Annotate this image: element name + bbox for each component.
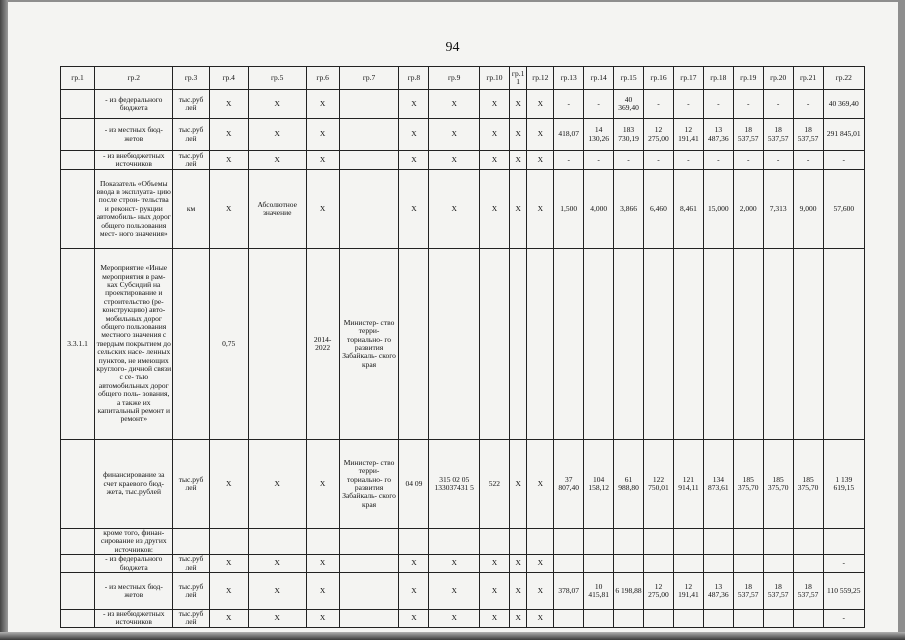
table-cell: - из федерального бюджета <box>95 90 173 119</box>
table-cell <box>823 249 864 440</box>
table-cell: Х <box>527 119 554 151</box>
table-cell <box>584 609 614 627</box>
table-cell: Х <box>509 90 527 119</box>
table-cell: 18 537,57 <box>733 119 763 151</box>
header-cell: гр.10 <box>479 67 509 90</box>
table-cell <box>673 529 703 555</box>
budget-table <box>60 66 865 628</box>
table-cell <box>61 529 95 555</box>
table-row <box>61 440 865 529</box>
table-cell: 61 988,80 <box>614 440 644 529</box>
table-cell: 122 750,01 <box>644 440 674 529</box>
table-cell <box>763 609 793 627</box>
table-cell: - <box>763 151 793 170</box>
table-cell: 1,500 <box>554 170 584 249</box>
table-cell: тыс.руб лей <box>173 151 209 170</box>
table-cell: Х <box>479 609 509 627</box>
table-cell: Х <box>509 609 527 627</box>
header-cell: гр.3 <box>173 67 209 90</box>
table-cell <box>763 249 793 440</box>
table-cell: - <box>733 90 763 119</box>
table-cell: Х <box>248 151 306 170</box>
table-cell <box>614 609 644 627</box>
table-cell: - <box>823 151 864 170</box>
table-cell: 13 487,36 <box>703 119 733 151</box>
table-cell: 18 537,57 <box>763 119 793 151</box>
table-cell: Показатель «Объемы ввода в эксплуата- цию после строи- тельства и реконст- рукции автомобиль- ных дорог общего пользования мест- ного значения» <box>95 170 173 249</box>
table-cell: Х <box>429 572 480 609</box>
table-cell <box>399 529 429 555</box>
header-cell: гр.8 <box>399 67 429 90</box>
table-cell <box>614 529 644 555</box>
table-cell: - <box>673 90 703 119</box>
table-cell: тыс.руб лей <box>173 572 209 609</box>
table-cell: 291 845,01 <box>823 119 864 151</box>
table-cell: 185 375,70 <box>793 440 823 529</box>
table-cell: - из местных бюд- жетов <box>95 572 173 609</box>
table-cell <box>339 555 399 573</box>
table-cell: - <box>584 151 614 170</box>
table-cell: 13 487,36 <box>703 572 733 609</box>
table-cell: Х <box>248 90 306 119</box>
header-cell: гр.12 <box>527 67 554 90</box>
table-cell: Х <box>209 555 248 573</box>
table-cell: Х <box>306 572 339 609</box>
table-row <box>61 555 865 573</box>
table-cell: Мероприятие «Иные мероприятия в рам- ках Субсидий на проектирование и строительство (ре- конструкцию) авто- мобильных дорог общего пользования местного значения с твердым покрытием до сельских насе- ленных пунктов, не имеющих круглого- дичной связи с се- тью автомобильных дорог общего поль- зования, а также их капитальный ремонт и ремонт» <box>95 249 173 440</box>
table-cell: 2,000 <box>733 170 763 249</box>
table-cell: 185 375,70 <box>733 440 763 529</box>
table-cell: Х <box>527 170 554 249</box>
table-cell <box>306 529 339 555</box>
table-cell: Х <box>306 119 339 151</box>
table-cell <box>61 555 95 573</box>
table-cell: - <box>763 90 793 119</box>
table-cell <box>703 555 733 573</box>
table-cell <box>763 529 793 555</box>
table-cell: Х <box>527 440 554 529</box>
table-cell: 1 139 619,15 <box>823 440 864 529</box>
table-cell: Х <box>527 609 554 627</box>
table-cell: Х <box>527 151 554 170</box>
table-cell <box>614 249 644 440</box>
table-cell: - <box>554 90 584 119</box>
table-cell: тыс.руб лей <box>173 119 209 151</box>
table-cell <box>823 529 864 555</box>
table-cell: - <box>644 151 674 170</box>
table-cell: 12 191,41 <box>673 572 703 609</box>
header-cell: гр.18 <box>703 67 733 90</box>
table-cell <box>61 151 95 170</box>
table-cell <box>584 555 614 573</box>
table-cell: Х <box>527 572 554 609</box>
table-cell <box>339 119 399 151</box>
table-cell: Х <box>479 90 509 119</box>
header-cell: гр.14 <box>584 67 614 90</box>
table-cell: Х <box>479 119 509 151</box>
table-cell <box>339 151 399 170</box>
table-cell: Х <box>429 119 480 151</box>
table-cell <box>703 609 733 627</box>
table-cell: тыс.руб лей <box>173 609 209 627</box>
table-cell <box>733 529 763 555</box>
table-cell: кроме того, финан- сирование из других источников: <box>95 529 173 555</box>
table-cell: - <box>823 555 864 573</box>
table-cell: тыс.руб лей <box>173 440 209 529</box>
table-cell: Х <box>509 555 527 573</box>
header-cell: гр.6 <box>306 67 339 90</box>
header-cell: гр.20 <box>763 67 793 90</box>
table-cell <box>673 249 703 440</box>
table-cell: Х <box>306 440 339 529</box>
table-row <box>61 572 865 609</box>
scan-edge-left <box>0 0 8 640</box>
table-cell <box>479 529 509 555</box>
table-cell: 110 559,25 <box>823 572 864 609</box>
table-cell <box>248 529 306 555</box>
table-cell: Х <box>509 440 527 529</box>
table-cell <box>703 529 733 555</box>
table-cell: Х <box>399 572 429 609</box>
table-cell: 14 130,26 <box>584 119 614 151</box>
table-cell: Х <box>209 572 248 609</box>
table-cell: 7,313 <box>763 170 793 249</box>
table-cell: 315 02 05 133037431 5 <box>429 440 480 529</box>
table-cell: - из федерального бюджета <box>95 555 173 573</box>
header-cell: гр.16 <box>644 67 674 90</box>
table-cell: 12 191,41 <box>673 119 703 151</box>
table-cell <box>644 609 674 627</box>
table-cell: 522 <box>479 440 509 529</box>
table-cell <box>793 555 823 573</box>
table-cell: Абсолютное значение <box>248 170 306 249</box>
table-cell <box>554 529 584 555</box>
table-cell <box>479 249 509 440</box>
table-cell <box>61 90 95 119</box>
table-row <box>61 90 865 119</box>
table-cell: Х <box>429 90 480 119</box>
table-cell: 04 09 <box>399 440 429 529</box>
table-cell: 12 275,00 <box>644 572 674 609</box>
table-cell: - <box>614 151 644 170</box>
table-cell <box>584 529 614 555</box>
table-cell: 6 198,88 <box>614 572 644 609</box>
header-cell: гр.22 <box>823 67 864 90</box>
table-cell: Х <box>399 555 429 573</box>
table-cell: 183 730,19 <box>614 119 644 151</box>
table-cell: Х <box>209 119 248 151</box>
table-cell: Х <box>209 609 248 627</box>
table-cell <box>527 529 554 555</box>
table-cell: - <box>733 151 763 170</box>
table-cell: 10 415,81 <box>584 572 614 609</box>
table-cell: - <box>673 151 703 170</box>
table-cell: 15,000 <box>703 170 733 249</box>
table-cell: Х <box>429 170 480 249</box>
table-cell <box>554 249 584 440</box>
table-cell <box>61 572 95 609</box>
table-cell: 18 537,57 <box>793 572 823 609</box>
table-cell <box>584 249 614 440</box>
table-cell <box>763 555 793 573</box>
table-cell <box>554 609 584 627</box>
table-cell: 6,460 <box>644 170 674 249</box>
table-row <box>61 170 865 249</box>
table-cell: 3,866 <box>614 170 644 249</box>
table-cell: 134 873,61 <box>703 440 733 529</box>
table-cell <box>339 529 399 555</box>
table-cell: 0,75 <box>209 249 248 440</box>
header-cell: гр.5 <box>248 67 306 90</box>
table-cell <box>339 609 399 627</box>
table-cell: Х <box>479 170 509 249</box>
table-cell <box>733 555 763 573</box>
table-cell: 40 369,40 <box>614 90 644 119</box>
header-row <box>61 67 865 90</box>
table-cell <box>527 249 554 440</box>
table-cell <box>61 440 95 529</box>
header-cell: гр.7 <box>339 67 399 90</box>
table-cell: 57,600 <box>823 170 864 249</box>
table-cell: Х <box>479 151 509 170</box>
table-row <box>61 151 865 170</box>
table-cell: 3.3.1.1 <box>61 249 95 440</box>
table-cell: Х <box>306 555 339 573</box>
table-cell: Х <box>527 555 554 573</box>
table-cell <box>248 249 306 440</box>
table-cell: 40 369,40 <box>823 90 864 119</box>
table-cell <box>61 170 95 249</box>
table-cell: Х <box>399 90 429 119</box>
table-cell <box>509 529 527 555</box>
table-cell: Х <box>209 90 248 119</box>
table-cell <box>429 249 480 440</box>
table-cell: - <box>703 90 733 119</box>
table-cell: Х <box>527 90 554 119</box>
table-cell: 9,000 <box>793 170 823 249</box>
table-cell: 18 537,57 <box>763 572 793 609</box>
table-cell <box>209 529 248 555</box>
table-cell: Х <box>429 151 480 170</box>
table-cell: - <box>554 151 584 170</box>
table-cell: Х <box>209 440 248 529</box>
table-cell: Х <box>248 555 306 573</box>
table-cell: Х <box>399 609 429 627</box>
table-cell: 185 375,70 <box>763 440 793 529</box>
table-cell: - <box>823 609 864 627</box>
table-cell: - <box>793 90 823 119</box>
table-cell: Х <box>509 151 527 170</box>
table-cell <box>673 555 703 573</box>
table-cell <box>644 529 674 555</box>
header-cell: гр.1 1 <box>509 67 527 90</box>
table-cell: - <box>644 90 674 119</box>
table-cell: Х <box>306 170 339 249</box>
table-cell: 378,07 <box>554 572 584 609</box>
table-cell: Х <box>429 555 480 573</box>
table-cell <box>61 609 95 627</box>
table-row <box>61 529 865 555</box>
table-cell <box>339 170 399 249</box>
table-cell: - из внебюджетных источников <box>95 609 173 627</box>
table-cell <box>793 529 823 555</box>
table-cell: Х <box>509 170 527 249</box>
table-cell <box>339 90 399 119</box>
table-cell: - из местных бюд- жетов <box>95 119 173 151</box>
table-cell <box>339 572 399 609</box>
table-cell <box>673 609 703 627</box>
header-cell: гр.9 <box>429 67 480 90</box>
table-row <box>61 119 865 151</box>
table-cell <box>703 249 733 440</box>
table-cell: тыс.руб лей <box>173 90 209 119</box>
table-cell: 18 537,57 <box>793 119 823 151</box>
table-cell <box>429 529 480 555</box>
table-cell: Х <box>306 151 339 170</box>
table-cell: Х <box>399 119 429 151</box>
header-cell: гр.17 <box>673 67 703 90</box>
table-cell: км <box>173 170 209 249</box>
scan-edge-bottom <box>0 632 905 640</box>
table-cell <box>173 529 209 555</box>
table-cell: Х <box>509 572 527 609</box>
table-cell: тыс.руб лей <box>173 555 209 573</box>
table-cell <box>644 249 674 440</box>
table-cell: Х <box>248 440 306 529</box>
table-row <box>61 249 865 440</box>
table-cell: Х <box>479 555 509 573</box>
table-cell <box>793 609 823 627</box>
table-cell: Министер- ство терри- ториально- го развития Забайкаль- ского края <box>339 440 399 529</box>
table-cell: 18 537,57 <box>733 572 763 609</box>
header-cell: гр.4 <box>209 67 248 90</box>
table-cell: финансирование за счет краевого бюд- жета, тыс.рублей <box>95 440 173 529</box>
table-cell: - <box>703 151 733 170</box>
table-cell <box>509 249 527 440</box>
table-cell <box>61 119 95 151</box>
table-row <box>61 609 865 627</box>
table-cell: Х <box>248 119 306 151</box>
header-cell: гр.13 <box>554 67 584 90</box>
table-cell <box>614 555 644 573</box>
table-cell: 8,461 <box>673 170 703 249</box>
table-cell <box>793 249 823 440</box>
table-cell: Х <box>209 151 248 170</box>
table-cell: Х <box>399 151 429 170</box>
table-cell <box>733 249 763 440</box>
table-cell: - <box>793 151 823 170</box>
table-cell: - <box>584 90 614 119</box>
header-cell: гр.2 <box>95 67 173 90</box>
header-cell: гр.19 <box>733 67 763 90</box>
table-cell: 12 275,00 <box>644 119 674 151</box>
table-cell: Х <box>399 170 429 249</box>
table-cell: 121 914,11 <box>673 440 703 529</box>
table-cell: 37 807,40 <box>554 440 584 529</box>
table-cell: Х <box>479 572 509 609</box>
table-cell: Х <box>248 609 306 627</box>
table-cell: Х <box>306 90 339 119</box>
table-cell: Х <box>248 572 306 609</box>
header-cell: гр.1 <box>61 67 95 90</box>
table-cell: - из внебюджетных источников <box>95 151 173 170</box>
table-cell <box>173 249 209 440</box>
table-cell: 2014- 2022 <box>306 249 339 440</box>
table-cell <box>733 609 763 627</box>
table-cell: 418,07 <box>554 119 584 151</box>
table-cell: 104 158,12 <box>584 440 614 529</box>
table-cell <box>399 249 429 440</box>
table-cell <box>644 555 674 573</box>
table-cell: Х <box>509 119 527 151</box>
table-cell: Х <box>306 609 339 627</box>
table-cell: Министер- ство терри- ториально- го развития Забайкаль- ского края <box>339 249 399 440</box>
header-cell: гр.21 <box>793 67 823 90</box>
page-number: 94 <box>445 40 460 55</box>
table-cell: Х <box>429 609 480 627</box>
table-cell <box>554 555 584 573</box>
table-cell: Х <box>209 170 248 249</box>
header-cell: гр.15 <box>614 67 644 90</box>
table-cell: 4,000 <box>584 170 614 249</box>
